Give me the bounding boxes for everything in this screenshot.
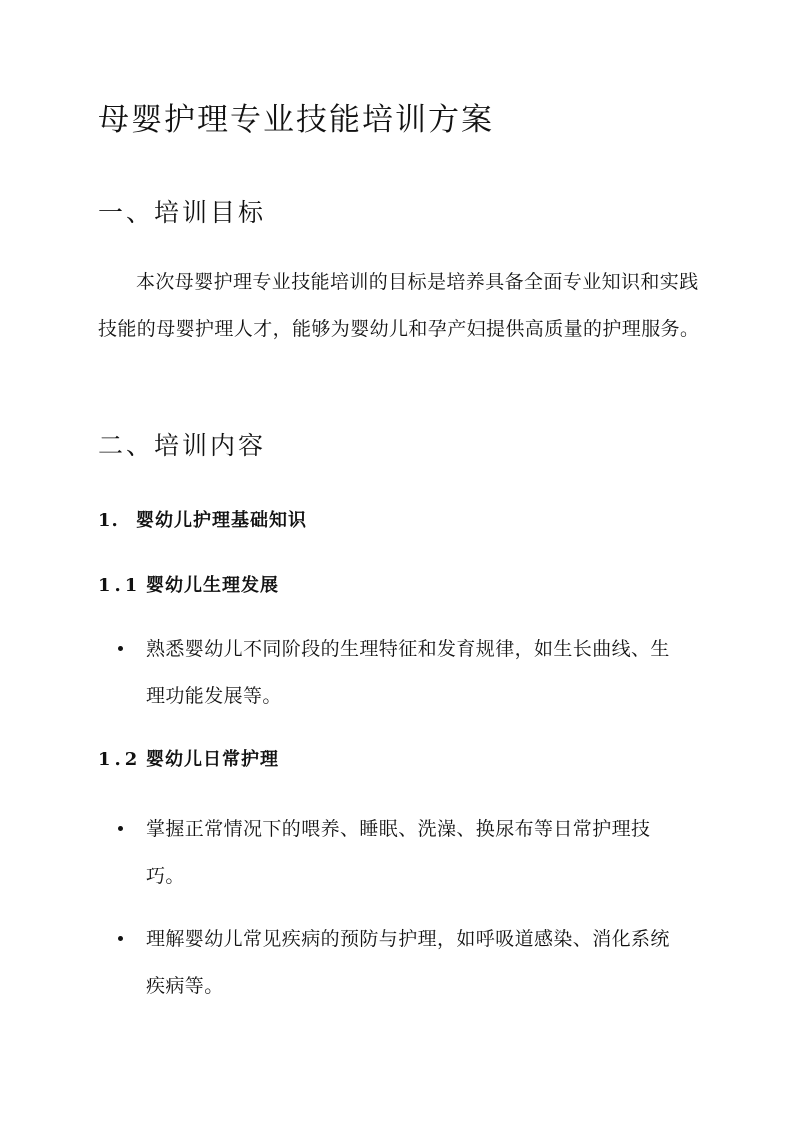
bullet-item	[118, 916, 688, 1010]
bullet-item	[118, 806, 688, 900]
section-heading-training-content: 二、培训内容	[98, 431, 267, 460]
bullet-item	[118, 626, 688, 720]
item-title: 婴幼儿生理发展	[146, 575, 279, 596]
item-number: 1.2	[98, 749, 142, 770]
item-heading-infant-daily-care	[98, 746, 279, 774]
subsection-title: 婴幼儿护理基础知识	[136, 510, 307, 531]
bullet-icon	[118, 646, 123, 651]
bullet-text: 熟悉婴幼儿不同阶段的生理特征和发育规律，如生长曲线、生理功能发展等。	[146, 638, 670, 707]
subsection-heading-infant-care-basics	[98, 507, 307, 535]
document-title: 母婴护理专业技能培训方案	[98, 102, 494, 138]
bullet-icon	[118, 936, 123, 941]
item-heading-infant-physiology	[98, 572, 279, 600]
bullet-text: 理解婴幼儿常见疾病的预防与护理，如呼吸道感染、消化系统疾病等。	[146, 928, 670, 997]
item-title: 婴幼儿日常护理	[146, 749, 279, 770]
training-goals-paragraph: 本次母婴护理专业技能培训的目标是培养具备全面专业知识和实践技能的母婴护理人才，能够为婴幼儿和孕产妇提供高质量的护理服务。	[98, 271, 700, 340]
item-number: 1.1	[98, 575, 142, 596]
bullet-icon	[118, 826, 123, 831]
section-heading-training-goals: 一、培训目标	[98, 198, 267, 227]
subsection-number: 1.	[98, 510, 119, 531]
bullet-text: 掌握正常情况下的喂养、睡眠、洗澡、换尿布等日常护理技巧。	[146, 818, 651, 887]
